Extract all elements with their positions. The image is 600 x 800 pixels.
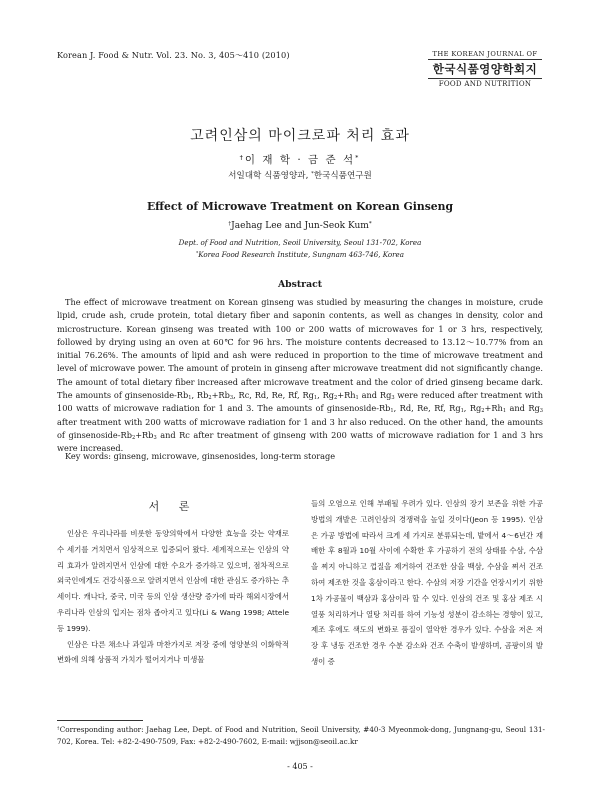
- abstract-text: , Rg: [317, 390, 334, 401]
- right-column: [311, 496, 543, 670]
- subscript: 2: [481, 408, 485, 415]
- affiliation-mark: *: [368, 220, 372, 227]
- korean-title: 고려인삼의 마이크로파 처리 효과: [190, 128, 410, 144]
- affiliation-mark: *: [355, 153, 361, 162]
- abstract-text: , Rg: [463, 403, 482, 414]
- abstract-heading: Abstract: [277, 279, 323, 290]
- subscript: 1: [460, 408, 464, 415]
- subscript: 3: [229, 395, 234, 402]
- subscript: 1: [502, 408, 507, 415]
- masthead-line-2: 한국식품영양학회지: [432, 62, 538, 76]
- english-title: Effect of Microwave Treatment on Korean Ginseng: [146, 200, 454, 213]
- english-affiliation-2-text: Korea Food Research Institute, Sungnam 463-746, Korea: [198, 250, 404, 259]
- subscript: 1: [355, 395, 359, 402]
- abstract-text: were reduced after treatment with 100 watts of microwave radiation for 1 and 3. The amounts of ginsenoside-Rb: [57, 390, 543, 414]
- intro-paragraph-1: 인삼은 우리나라를 비롯한 동양의학에서 다양한 효능을 갖는 약재로 수 세기를 거치면서 임상적으로 입증되어 왔다. 세계적으로는 인삼의 약리 효과가 알려지면서 인삼에 대한 수요가 증가하고 있으며, 점차적으로 외국인에게도 건강식품으로 알려지면서 인삼에 대한 관심도 증가하는 추세이다. 캐나다, 중국, 미국 등의 인삼 생산량 증가에 따라 해외시장에서 우리나라 인삼의 입지는 점차 좁아지고 있다(Li & Wang 1998; Attele 등 1999).: [57, 529, 289, 633]
- abstract-text: and Rc after treatment of ginseng with 200 watts of microwave radiation for 1 and 3 hrs were increased.: [57, 429, 543, 454]
- journal-reference: Korean J. Food & Nutr. Vol. 23. No. 3, 405～410 (2010): [57, 50, 290, 60]
- subscript: 3: [539, 408, 543, 415]
- english-authors: [0, 221, 600, 231]
- abstract-text: , Rd, Re, Rf, Rg: [393, 403, 461, 414]
- corresponding-mark: †: [228, 220, 232, 227]
- abstract-text: and Rg: [506, 403, 540, 414]
- korean-author-names: 이 재 학 · 금 준 석: [244, 154, 356, 166]
- affiliation-mark: *: [311, 171, 314, 178]
- abstract-text: , Rb: [191, 390, 209, 401]
- abstract-text: +Rb: [211, 390, 230, 401]
- korean-affiliation: [0, 169, 600, 181]
- subscript: 1: [390, 408, 394, 415]
- footnote-divider: [57, 720, 143, 721]
- masthead-line-1: THE KOREAN JOURNAL OF: [428, 50, 542, 60]
- abstract-text: after treatment with 200 watts of microwave radiation for 1 and 3 hr also reduced. On the other hand, the amounts of ginsenoside-Rb: [57, 416, 543, 440]
- english-affiliation-1: Dept. of Food and Nutrition, Seoil University, Seoul 131-702, Korea: [178, 238, 422, 247]
- abstract-body: [57, 296, 543, 456]
- abstract-text: The effect of microwave treatment on Korean ginseng was studied by measuring the changes in moisture, crude lipid, crude ash, crude protein, total dietary fiber and saponin contents, as well as changes in density, color and microstructure. Korean ginseng was treated with 100 or 200 watts of microwaves for 1 or 3 hrs, respectively, followed by drying using an oven at 60℃ for 96 hrs. The moisture contents decreased to 13.12～10.77% from an initial 76.26%. The amounts of lipid and ash were reduced in proportion to the time of microwave treatment and level of microwave power. The amount of protein in ginseng after microwave treatment did not significantly change. The amount of total dietary fiber increased after microwave treatment and the color of dried ginseng became dark. The amounts of ginsenoside-Rb: [57, 297, 543, 401]
- masthead-line-3: FOOD AND NUTRITION: [428, 78, 542, 88]
- subscript: 2: [334, 395, 338, 402]
- korean-affiliation-1: 서일대학 식품영양과,: [228, 171, 309, 181]
- english-affiliation-2: [0, 250, 600, 259]
- subscript: 1: [188, 395, 192, 402]
- footnote-text: Corresponding author: Jaehag Lee, Dept. of Food and Nutrition, Seoil University, #40-3 Myeonmok-dong, Jungnang-gu, Seoul 131-702, Korea. Tel: +82-2-490-7509, Fax: +82-2-490-7602, E-mail: wjjson@seoil.ac.kr: [57, 725, 545, 746]
- abstract-text: +Rh: [337, 390, 356, 401]
- abstract-text: +Rb: [135, 429, 154, 440]
- english-author-names: Jaehag Lee and Jun-Seok Kum: [231, 221, 369, 231]
- page-number: - 405 -: [287, 762, 313, 771]
- korean-affiliation-2: 한국식품연구원: [313, 171, 372, 181]
- korean-authors: [0, 152, 600, 167]
- intro-paragraph-3: 들의 오염으로 인해 부패될 우려가 있다. 인삼의 장기 보존을 위한 가공 방법의 개발은 고려인삼의 경쟁력을 높일 것이다(Jeon 등 1995). 인삼은 가공 방법에 따라서 크게 세 가지로 분류되는데, 밭에서 4～6년간 재배한 후 8월과 10월 사이에 수확한 후 가공하기 전의 상태를 수삼, 수삼을 찌지 아니하고 껍질을 제거하여 건조한 삼을 백삼, 수삼을 쪄서 건조하여 제조한 것을 홍삼이라고 한다. 수삼의 저장 기간을 연장시키기 위한 1차 가공물이 백삼과 홍삼이라 할 수 있다. 인삼의 건조 및 홍삼 제조 시 열풍 처리하거나 열탕 처리를 하여 기능성 성분이 감소하는 경향이 있고, 제조 후에도 색도의 변화로 품질이 열악한 경우가 있다. 수삼을 저온 저장 후 냉동 건조한 경우 수분 감소와 건조 수축이 발생하며, 곰팡이의 발생이 증: [311, 499, 543, 666]
- keywords: Key words: ginseng, microwave, ginsenosides, long-term storage: [65, 451, 336, 461]
- subscript: 2: [208, 395, 212, 402]
- subscript: 2: [131, 434, 136, 441]
- section-heading-introduction: 서 론: [148, 500, 198, 513]
- abstract-text: , Rc, Rd, Re, Rf, Rg: [233, 390, 314, 401]
- subscript: 1: [313, 395, 318, 402]
- corresponding-author-footnote: [57, 724, 545, 747]
- subscript: 3: [153, 434, 157, 441]
- left-column: [57, 498, 289, 668]
- corresponding-mark: †: [57, 726, 60, 732]
- intro-paragraph-2: 인삼은 다른 채소나 과일과 마찬가지로 저장 중에 영양분의 이화학적 변화에 의해 상품적 가치가 떨어지거나 미생물: [57, 639, 289, 665]
- abstract-text: and Rg: [358, 390, 392, 401]
- affiliation-mark: *: [196, 251, 199, 257]
- journal-masthead: [428, 50, 542, 88]
- abstract-text: +Rh: [484, 403, 503, 414]
- subscript: 3: [391, 395, 395, 402]
- corresponding-mark: †: [239, 153, 245, 162]
